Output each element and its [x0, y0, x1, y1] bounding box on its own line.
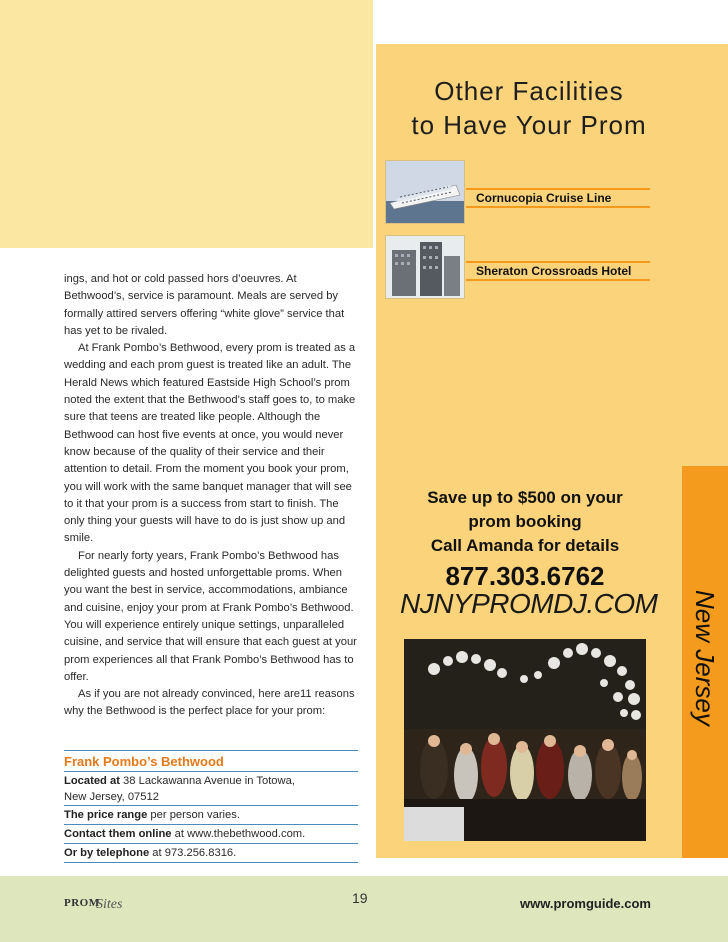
location-value: 38 Lackawanna Avenue in Totowa, [119, 775, 295, 787]
phone-value: at 973.256.8316. [149, 847, 237, 859]
sidebar-title-line2: to Have Your Prom [411, 110, 647, 140]
hotel-photo [385, 235, 465, 299]
promo-phone: 877.303.6762 [445, 561, 605, 591]
contact-label: Contact them online [64, 828, 172, 840]
venue-price [64, 806, 358, 825]
phone-label: Or by telephone [64, 847, 150, 859]
article-body [64, 271, 358, 721]
brand-logo: PROM [64, 897, 100, 909]
location-value-line2: New Jersey, 07512 [64, 791, 159, 803]
sidebar-title-line1: Other Facilities [434, 76, 624, 106]
section-tab [682, 44, 728, 466]
article-paragraph: ings, and hot or cold passed hors d’oeuvres. At Bethwood’s, service is paramount. Meals are served by formally attired servers offering “white glove” service that has yet to be rivaled. [64, 273, 345, 337]
page-number: 19 [352, 890, 368, 906]
promo-line2: prom booking [468, 512, 582, 531]
section-tab-label: New Jersey [690, 590, 720, 726]
venue-contact [64, 825, 358, 844]
brand-logo-suffix: Sites [96, 897, 123, 912]
venue-heading: Frank Pombo’s Bethwood [64, 750, 358, 772]
decorative-top-block [0, 0, 373, 248]
article-paragraph: For nearly forty years, Frank Pombo’s Bethwood has delighted guests and hosted unforgettable proms. When you want the best in service, accommodations, ambiance and cuisine, enjoy your prom at Frank Pombo’s Bethwood. You will experience entirely unique settings, unparalleled cuisine, and service that will ensure that each guest at your prom experiences all that Frank Pombo’s Bethwood has to offer. [64, 549, 357, 683]
footer-website[interactable]: www.promguide.com [520, 896, 651, 911]
venue-location [64, 772, 358, 806]
promo-line3: Call Amanda for details [430, 536, 620, 555]
price-value: per person varies. [147, 809, 240, 821]
article-paragraph: At Frank Pombo’s Bethwood, every prom is treated as a wedding and each prom guest is treated like an adult. The Herald News which featured Eastside High School’s prom noted the extent that the Bethwood’s staff goes to, to make sure that teens are treated like people. Although the Bethwood can host five events at once, you would never know because of the quality of their service and their attention to detail. From the moment you book your prom, you will work with the same banquet manager that will see to it that your prom is a success from start to finish. The only thing your guests will have to do is just show up and smile. [64, 342, 356, 545]
prom-party-photo [404, 639, 646, 841]
cruise-ship-photo [385, 160, 465, 224]
price-label: The price range [64, 809, 148, 821]
venue-phone [64, 844, 358, 863]
promo-block [400, 486, 650, 594]
facility-item-sheraton: Sheraton Crossroads Hotel [466, 261, 650, 281]
location-label: Located at [64, 775, 120, 787]
promo-website[interactable]: NJNYPROMDJ.COM [400, 588, 658, 619]
promo-line1: Save up to $500 on your [427, 488, 623, 507]
contact-value[interactable]: at www.thebethwood.com. [171, 828, 306, 840]
facility-item-cruise: Cornucopia Cruise Line [466, 188, 650, 208]
article-paragraph: As if you are not already convinced, here are11 reasons why the Bethwood is the perfect place for your prom: [64, 688, 355, 718]
